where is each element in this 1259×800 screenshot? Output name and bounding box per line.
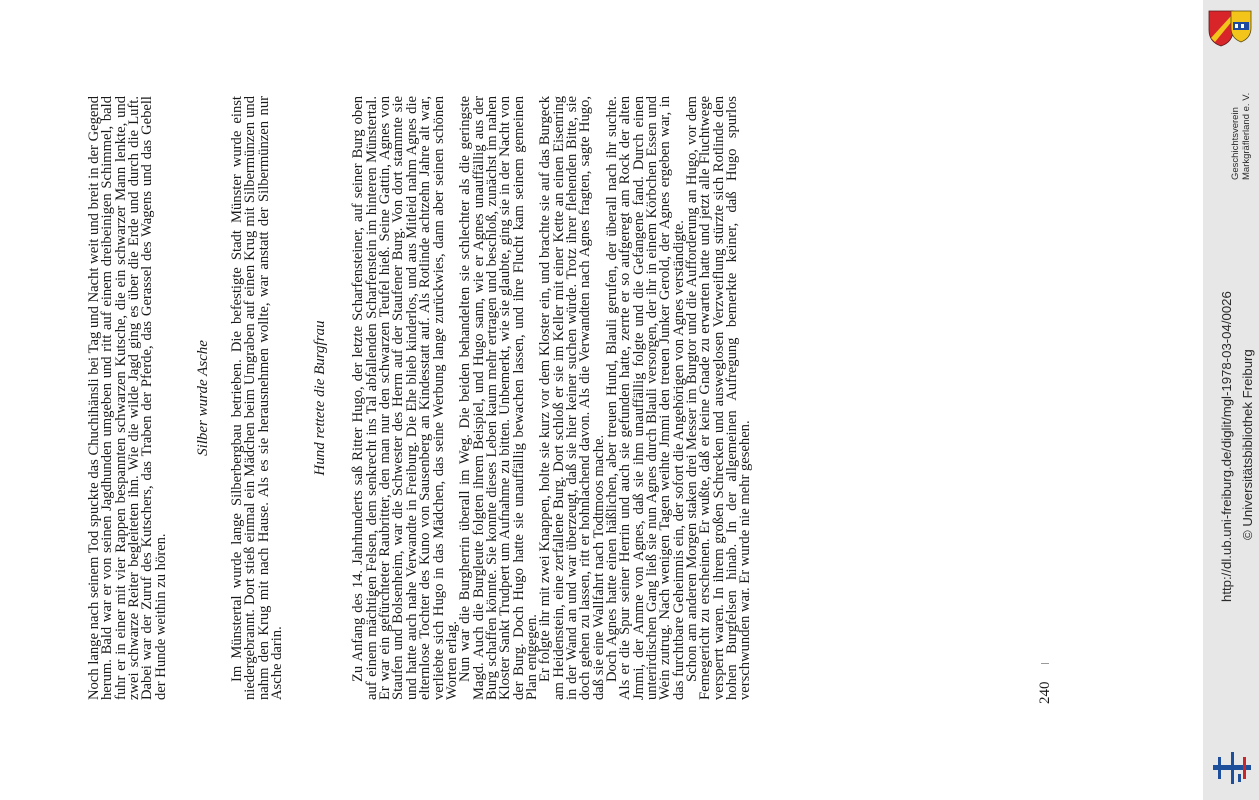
- text-column: [88, 96, 753, 700]
- paragraph-4: Doch Agnes hatte einen häßlichen, aber treuen Hund, Blauli gerufen, der überall nach ihr suchte. Als er die Spur seiner Herrin und auch sie gefunden hatte, zerrte er so aufgeregt am Rock der alten Jmmi, der Amme von Agnes, daß sie ihm unauffällig folgte und die Gefangene fand. Durch einen unterirdischen Gang ließ sie nun Agnes durch Blauli versorgen, der ihr in einem Körbchen Essen und Wein zutrug. Nach wenigen Tagen weihte Jmmi den treuen Junker Gerold, der Agnes ergeben war, in das furchtbare Geheimnis ein, der sofort die Angehörigen von Agnes verständigte.: [603, 96, 687, 700]
- heading-silber-wurde-asche: Silber wurde Asche: [195, 340, 212, 456]
- society-name-line1: Geschichtsverein: [1230, 107, 1241, 180]
- paragraph-3: Er folgte ihr mit zwei Knappen, holte sie kurz vor dem Kloster ein, und brachte sie auf das Burgeck am Heidenstein, eine zerfallene Burg. Dort schloß er sie im Keller mit einer Kette an einen Eisenring in der Wand an und war überzeugt, daß sie hier keiner suchen würde. Trotz ihrer flehenden Bitte, sie doch gehen zu lassen, ritt er hohnlachend davon. Als die Verwandten nach Agnes fragten, sagte Hugo, daß sie eine Wallfahrt nach Todtmoos mache.: [537, 96, 607, 700]
- society-crest-icon: [1207, 8, 1253, 48]
- paragraph-5: Schon am anderen Morgen staken drei Messer im Burgtor und die Aufforderung an Hugo, vor dem Femegericht zu erscheinen. Er wußte, daß er keine Gnade zu erwarten hatte und jetzt alle Fluchtwege versperrt waren. In ihrem großen Schrecken und ausweglosen Verzweiflung stürzte sich Rotlinde den hohen Burgfelsen hinab. In der allgemeinen Aufregung bemerkte keiner, daß Hugo spurlos verschwunden war. Er wurde nie mehr gesehen.: [684, 96, 754, 700]
- paragraph-1: Zu Anfang des 14. Jahrhunderts saß Ritter Hugo, der letzte Scharfensteiner, auf seiner Burg oben auf einem mächtigen Felsen, dem senkrecht ins Tal abfallenden Scharfenstein im hinteren Münstertal. Er war ein gefürchteter Raubritter, den man nur den schwarzen Teufel hieß. Seine Gattin, Agnes von Staufen und Bolsenheim, war die Schwester des Herrn auf der Staufener Burg. Von dort stammte sie und hatte auch nahe Verwandte in Freiburg. Die Ehe blieb kinderlos, und aus Mitleid nahm Agnes die elternlose Tochter des Kuno von Sausenberg an Kindesstatt auf. Als Rotlinde achtzehn Jahre alt war, verliebte sich Hugo in das Mädchen, das seine Werbung lange zurückwies, dann aber seinen schönen Worten erlag.: [350, 96, 460, 700]
- heading-hund-rettete-die-burgfrau: Hund rettete die Burgfrau: [312, 320, 329, 476]
- page-number: 240: [1037, 681, 1053, 704]
- copyright-notice: © Universitätsbibliothek Freiburg: [1240, 349, 1255, 540]
- paragraph-intro: Noch lange nach seinem Tod spuckte das Chuchihänsli bei Tag und Nacht weit und breit in der Gegend herum. Bald war er von seinen Jagdhunden umgeben und ritt auf einem dreibeinigen Schimmel, bald fuhr er in einer mit vier Rappen bespannten schwarzen Kutsche, die ein schwarzer Mann lenkte, und zwei schwarze Reiter begleiteten ihn. Wie die wilde Jagd ging es über die Erde und durch die Luft. Dabei war der Zuruf des Kutschers, das Traben der Pferde, das Gerassel des Wagens und das Gebell der Hunde weithin zu hören.: [86, 96, 169, 700]
- paragraph-silber: Im Münstertal wurde lange Silberbergbau betrieben. Die befestigte Stadt Münster wurde einst niedergebrannt. Dort stieß einmal ein Mädchen beim Umgraben auf einen Krug mit Silbermünzen und nahm den Krug mit nach Hause. Als es sie herausnehmen wollte, war anstatt der Silbermünzen nur Asche darin.: [229, 96, 286, 700]
- scan-mark: [1041, 663, 1049, 664]
- ub-freiburg-logo-icon: [1210, 748, 1254, 788]
- source-url-link[interactable]: http://dl.ub.uni-freiburg.de/diglit/mgl-1978-03-04/0026: [1219, 291, 1234, 602]
- society-name-line2: Markgräflerland e. V.: [1241, 92, 1252, 180]
- paragraph-2: Nun war die Burgherrin überall im Weg. Die beiden behandelten sie schlechter als die geringste Magd. Auch die Burgleute folgten ihrem Beispiel, und Hugo sann, wie er Agnes unauffällig aus der Burg schaffen könnte. Sie konnte dieses Leben kaum mehr ertragen und beschloß, zunächst im nahen Kloster Sankt Trudpert um Aufnahme zu bitten. Unbemerkt, wie sie glaubte, ging sie in der Nacht von der Burg. Doch Hugo hatte sie unauffällig bewachen lassen, und ihre Flucht kam seinem gemeinen Plan entgegen.: [457, 96, 540, 700]
